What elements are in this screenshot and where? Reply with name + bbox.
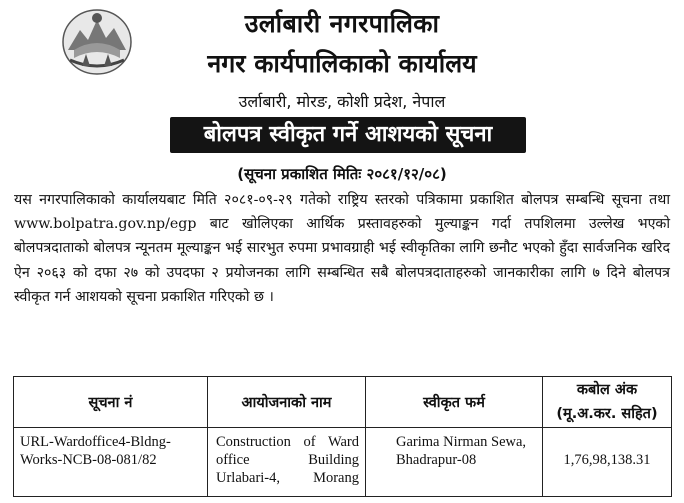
office-address: उर्लाबारी, मोरङ, कोशी प्रदेश, नेपाल bbox=[238, 92, 446, 111]
col-bid-amount-label: कबोल अंक bbox=[576, 382, 638, 398]
col-bid-amount-vat: (मू.अ.कर. सहित) bbox=[556, 406, 658, 422]
col-notice-no: सूचना नं bbox=[14, 377, 208, 428]
table-row bbox=[14, 428, 672, 497]
organization-name: उर्लाबारी नगरपालिका bbox=[244, 9, 440, 38]
cell-bid-amount: 1,76,98,138.31 bbox=[543, 428, 672, 497]
col-approved-firm: स्वीकृत फर्म bbox=[366, 377, 543, 428]
col-project-name: आयोजनाको नाम bbox=[208, 377, 366, 428]
table-header-row bbox=[14, 377, 672, 428]
notice-title-banner: बोलपत्र स्वीकृत गर्ने आशयको सूचना bbox=[170, 117, 526, 153]
cell-notice-no: URL-Wardoffice4-Bldng-Works-NCB-08-081/82 bbox=[14, 428, 208, 497]
notice-body: यस नगरपालिकाको कार्यालयबाट मिति २०८१-०९-२९ गतेको राष्ट्रिय स्तरको पत्रिकामा प्रकाशित बोलपत्र सम्बन्धि सूचना तथा www.bolpatra.gov.np/egp बाट खोलिएका आर्थिक प्रस्तावहरुको मुल्याङ्कन गर्दा तपशिलमा उल्लेख भएको बोलपत्रदाताको बोलपत्र न्यूनतम मूल्याङ्कन भई सारभुत रुपमा प्रभावग्राही भई स्वीकृतिका लागि छनौट भएको हुँदा सार्वजनिक खरिद ऐन २०६३ को दफा २७ को उपदफा २ प्रयोजनका लागि सम्बन्धित सबै बोलपत्रदाताहरुको जानकारीका लागि ७ दिने बोलपत्र स्वीकृत गर्न आशयको सूचना प्रकाशित गरिएको छ । bbox=[14, 192, 670, 305]
office-name: नगर कार्यपालिकाको कार्यालय bbox=[207, 49, 477, 78]
cell-approved-firm: Garima Nirman Sewa, Bhadrapur-08 bbox=[366, 428, 543, 497]
cell-project-name: Construction of Ward office Building Urlabari-4, Morang bbox=[208, 428, 366, 497]
publish-date: (सूचना प्रकाशित मितिः २०८१/१२/०८) bbox=[237, 165, 447, 183]
award-table bbox=[13, 376, 672, 497]
col-bid-amount bbox=[543, 377, 672, 428]
